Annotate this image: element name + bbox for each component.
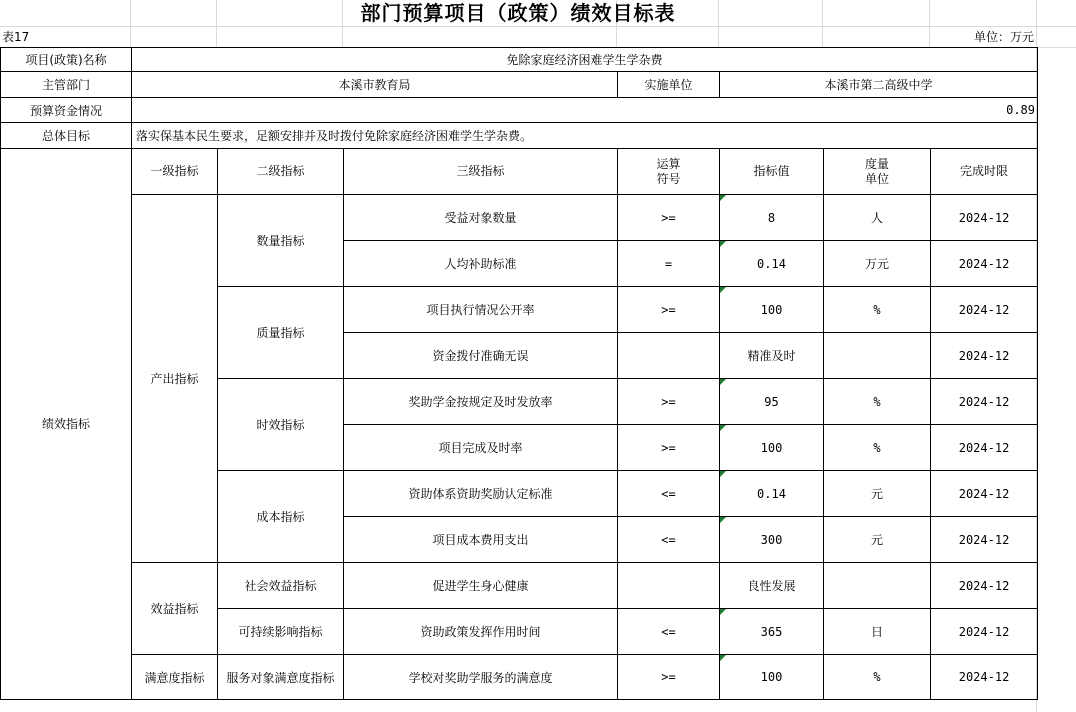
indicator-value[interactable]: 300 xyxy=(720,517,824,563)
goal-value[interactable]: 落实保基本民生要求，足额安排并及时拨付免除家庭经济困难学生学杂费。 xyxy=(132,123,1038,149)
project-name-value[interactable]: 免除家庭经济困难学生学杂费 xyxy=(132,48,1038,72)
group-satisfaction[interactable]: 满意度指标 xyxy=(132,655,218,700)
indicator-unit[interactable] xyxy=(824,563,931,609)
indicator-name[interactable]: 受益对象数量 xyxy=(344,195,618,241)
header-deadline[interactable]: 完成时限 xyxy=(931,149,1038,195)
indicator-value[interactable]: 100 xyxy=(720,287,824,333)
impl-unit-value[interactable]: 本溪市第二高级中学 xyxy=(720,72,1038,98)
table-row xyxy=(1,123,1038,149)
indicator-unit[interactable]: 元 xyxy=(824,471,931,517)
indicator-value[interactable]: 良性发展 xyxy=(720,563,824,609)
indicator-operator[interactable] xyxy=(618,333,720,379)
indicator-name[interactable]: 奖助学金按规定及时发放率 xyxy=(344,379,618,425)
goal-label[interactable]: 总体目标 xyxy=(1,123,132,149)
table-number: 表17 xyxy=(2,30,30,44)
indicator-operator[interactable]: <= xyxy=(618,517,720,563)
indicator-operator[interactable]: >= xyxy=(618,425,720,471)
indicator-unit[interactable]: 元 xyxy=(824,517,931,563)
table-header-row xyxy=(1,149,1038,195)
table-row xyxy=(1,72,1038,98)
indicator-name[interactable]: 促进学生身心健康 xyxy=(344,563,618,609)
indicator-unit[interactable]: 万元 xyxy=(824,241,931,287)
indicator-deadline[interactable]: 2024-12 xyxy=(931,563,1038,609)
indicator-unit[interactable]: % xyxy=(824,425,931,471)
dept-value[interactable]: 本溪市教育局 xyxy=(132,72,618,98)
header-level1[interactable]: 一级指标 xyxy=(132,149,218,195)
header-value[interactable]: 指标值 xyxy=(720,149,824,195)
impl-unit-label[interactable]: 实施单位 xyxy=(618,72,720,98)
indicator-operator[interactable]: >= xyxy=(618,655,720,700)
header-unit[interactable] xyxy=(824,149,931,195)
indicator-name[interactable]: 学校对奖助学服务的满意度 xyxy=(344,655,618,700)
indicator-deadline[interactable]: 2024-12 xyxy=(931,333,1038,379)
header-operator-line1: 运算 xyxy=(656,156,681,171)
indicator-unit[interactable]: % xyxy=(824,379,931,425)
indicator-value[interactable]: 精准及时 xyxy=(720,333,824,379)
indicator-deadline[interactable]: 2024-12 xyxy=(931,241,1038,287)
indicator-deadline[interactable]: 2024-12 xyxy=(931,517,1038,563)
page-title: 部门预算项目（政策）绩效目标表 xyxy=(360,1,676,25)
project-name-label[interactable]: 项目(政策)名称 xyxy=(1,48,132,72)
indicator-deadline[interactable]: 2024-12 xyxy=(931,655,1038,700)
group-quantity[interactable]: 数量指标 xyxy=(218,195,344,287)
indicator-operator[interactable] xyxy=(618,563,720,609)
indicator-operator[interactable]: = xyxy=(618,241,720,287)
indicator-value[interactable]: 100 xyxy=(720,655,824,700)
header-operator-line2: 符号 xyxy=(656,171,681,186)
dept-label[interactable]: 主管部门 xyxy=(1,72,132,98)
indicator-name[interactable]: 资金拨付准确无误 xyxy=(344,333,618,379)
group-timeliness[interactable]: 时效指标 xyxy=(218,379,344,471)
unit-label: 单位：万元 xyxy=(973,30,1034,44)
indicator-deadline[interactable]: 2024-12 xyxy=(931,609,1038,655)
group-output[interactable]: 产出指标 xyxy=(132,195,218,563)
header-level3[interactable]: 三级指标 xyxy=(344,149,618,195)
header-level2[interactable]: 二级指标 xyxy=(218,149,344,195)
indicator-operator[interactable]: >= xyxy=(618,379,720,425)
indicator-deadline[interactable]: 2024-12 xyxy=(931,195,1038,241)
indicator-name[interactable]: 资助政策发挥作用时间 xyxy=(344,609,618,655)
performance-table xyxy=(0,47,1038,700)
group-sustain[interactable]: 可持续影响指标 xyxy=(218,609,344,655)
perf-indicator-label[interactable]: 绩效指标 xyxy=(1,149,132,700)
indicator-operator[interactable]: >= xyxy=(618,195,720,241)
indicator-value[interactable]: 0.14 xyxy=(720,241,824,287)
indicator-deadline[interactable]: 2024-12 xyxy=(931,379,1038,425)
gridline xyxy=(0,26,1076,27)
indicator-value[interactable]: 365 xyxy=(720,609,824,655)
group-cost[interactable]: 成本指标 xyxy=(218,471,344,563)
indicator-unit[interactable]: 人 xyxy=(824,195,931,241)
group-benefit[interactable]: 效益指标 xyxy=(132,563,218,655)
group-service[interactable]: 服务对象满意度指标 xyxy=(218,655,344,700)
indicator-unit[interactable]: % xyxy=(824,655,931,700)
indicator-name[interactable]: 项目执行情况公开率 xyxy=(344,287,618,333)
indicator-name[interactable]: 项目成本费用支出 xyxy=(344,517,618,563)
table-row xyxy=(1,655,1038,700)
indicator-name[interactable]: 资助体系资助奖励认定标准 xyxy=(344,471,618,517)
group-social[interactable]: 社会效益指标 xyxy=(218,563,344,609)
indicator-value[interactable]: 8 xyxy=(720,195,824,241)
indicator-unit[interactable]: 日 xyxy=(824,609,931,655)
budget-label[interactable]: 预算资金情况 xyxy=(1,98,132,123)
indicator-operator[interactable]: >= xyxy=(618,287,720,333)
indicator-name[interactable]: 项目完成及时率 xyxy=(344,425,618,471)
indicator-value[interactable]: 95 xyxy=(720,379,824,425)
indicator-unit[interactable]: % xyxy=(824,287,931,333)
indicator-operator[interactable]: <= xyxy=(618,609,720,655)
indicator-operator[interactable]: <= xyxy=(618,471,720,517)
header-unit-line2: 单位 xyxy=(864,171,889,186)
indicator-value[interactable]: 0.14 xyxy=(720,471,824,517)
indicator-deadline[interactable]: 2024-12 xyxy=(931,287,1038,333)
indicator-deadline[interactable]: 2024-12 xyxy=(931,425,1038,471)
table-row xyxy=(1,98,1038,123)
indicator-value[interactable]: 100 xyxy=(720,425,824,471)
table-row xyxy=(1,195,1038,241)
header-operator[interactable] xyxy=(618,149,720,195)
budget-value[interactable]: 0.89 xyxy=(132,98,1038,123)
indicator-unit[interactable] xyxy=(824,333,931,379)
group-quality[interactable]: 质量指标 xyxy=(218,287,344,379)
indicator-name[interactable]: 人均补助标准 xyxy=(344,241,618,287)
table-row xyxy=(1,563,1038,609)
table-row xyxy=(1,48,1038,72)
header-unit-line1: 度量 xyxy=(864,156,889,171)
indicator-deadline[interactable]: 2024-12 xyxy=(931,471,1038,517)
